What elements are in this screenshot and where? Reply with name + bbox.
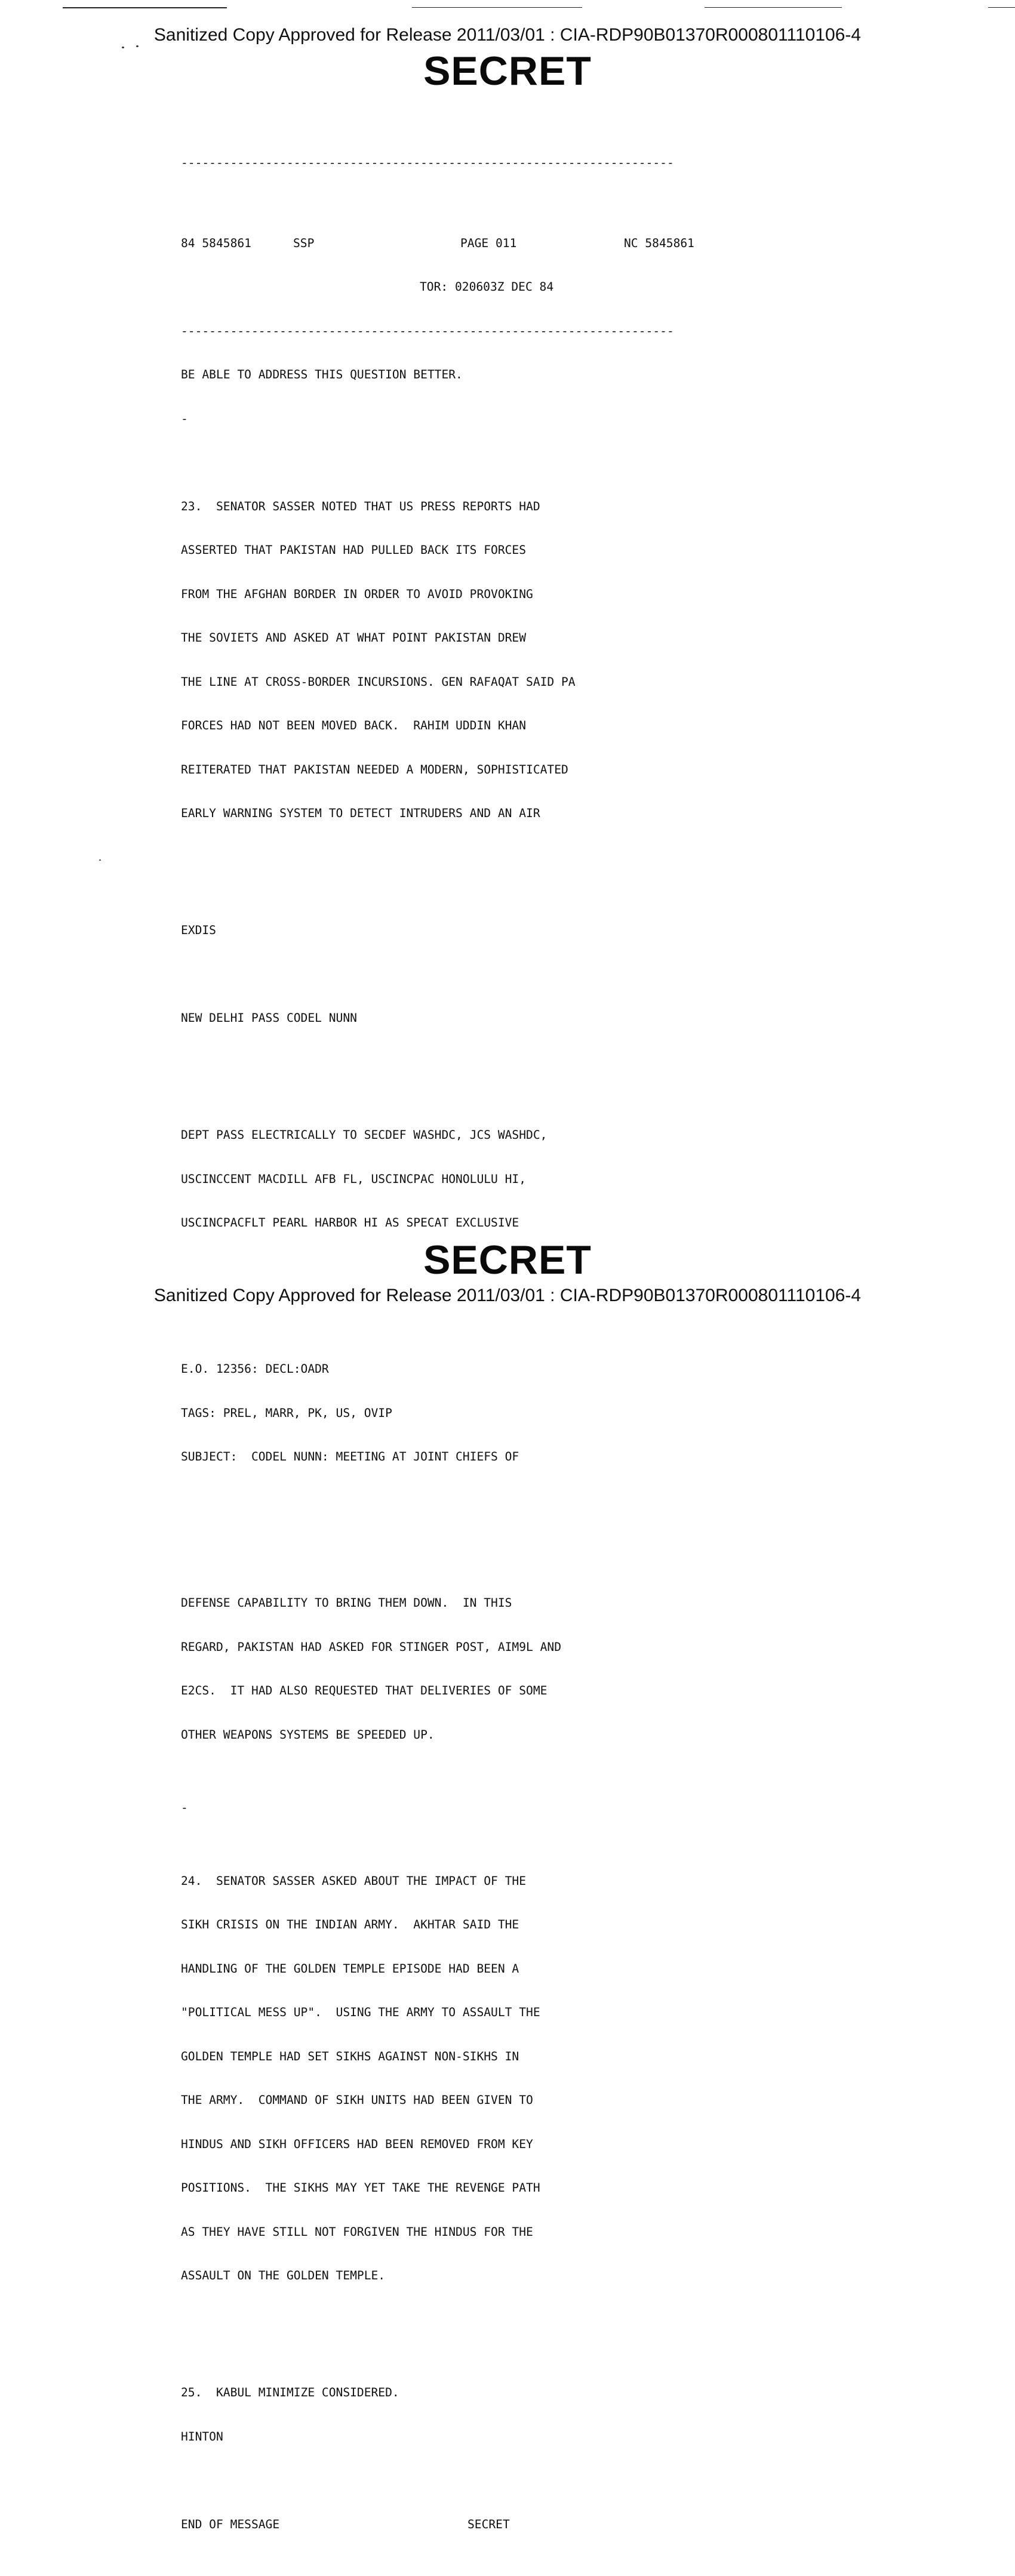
release-notice-bottom: Sanitized Copy Approved for Release 2011/03/01 : CIA-RDP90B01370R000801110106-4 — [153, 1286, 862, 1305]
text-line: THE LINE AT CROSS-BORDER INCURSIONS. GEN RAFAQAT SAID PA — [181, 674, 576, 689]
signature: HINTON — [181, 2429, 223, 2443]
text-line: DEFENSE CAPABILITY TO BRING THEM DOWN. IN THIS — [181, 1596, 512, 1610]
paragraph-marker: - — [181, 411, 188, 426]
subject-line: SUBJECT: CODEL NUNN: MEETING AT JOINT CHIEFS OF — [181, 1450, 519, 1463]
paragraph-25: 25. KABUL MINIMIZE CONSIDERED. — [181, 2386, 399, 2399]
exdis-caveat: EXDIS — [181, 923, 216, 937]
tor-row — [181, 280, 778, 295]
text-line: THE ARMY. COMMAND OF SIKH UNITS HAD BEEN GIVEN TO — [181, 2093, 533, 2107]
tags-line: TAGS: PREL, MARR, PK, US, OVIP — [181, 1406, 392, 1420]
text-line: DEPT PASS ELECTRICALLY TO SECDEF WASHDC, JCS WASHDC, — [181, 1128, 548, 1142]
text-line: AS THEY HAVE STILL NOT FORGIVEN THE HINDUS FOR THE — [181, 2224, 533, 2239]
pass-line: NEW DELHI PASS CODEL NUNN — [181, 1011, 357, 1025]
dept-pass-block — [181, 1099, 778, 1260]
text-line: THE SOVIETS AND ASKED AT WHAT POINT PAKISTAN DREW — [181, 631, 527, 645]
text-line: "POLITICAL MESS UP". USING THE ARMY TO ASSAULT THE — [181, 2005, 540, 2019]
text-line: FROM THE AFGHAN BORDER IN ORDER TO AVOID PROVOKING — [181, 587, 533, 601]
scan-edge-line — [705, 7, 842, 8]
precedence-code: SSP — [293, 236, 315, 250]
text-line: REGARD, PAKISTAN HAD ASKED FOR STINGER POST, AIM9L AND — [181, 1640, 562, 1654]
intro-line: BE ABLE TO ADDRESS THIS QUESTION BETTER. — [181, 368, 463, 381]
text-line: USCINCPACFLT PEARL HARBOR HI AS SPECAT EXCLUSIVE — [181, 1216, 519, 1230]
text-line: ASSAULT ON THE GOLDEN TEMPLE. — [181, 2269, 386, 2282]
text-line: HANDLING OF THE GOLDEN TEMPLE EPISODE HAD BEEN A — [181, 1961, 519, 1976]
paragraph-23 — [181, 470, 778, 851]
text-line: REITERATED THAT PAKISTAN NEEDED A MODERN, SOPHISTICATED — [181, 762, 568, 777]
scan-edge-line — [63, 7, 227, 8]
cable-body — [181, 127, 778, 2547]
text-line: HINDUS AND SIKH OFFICERS HAD BEEN REMOVED FROM KEY — [181, 2137, 533, 2151]
scan-speck — [99, 859, 101, 861]
page-number: PAGE 011 — [460, 236, 517, 250]
release-notice-top: Sanitized Copy Approved for Release 2011/03/01 : CIA-RDP90B01370R000801110106-4 — [153, 25, 862, 45]
cable-header — [181, 236, 778, 251]
end-of-message-row — [181, 2518, 778, 2532]
text-line: USCINCCENT MACDILL AFB FL, USCINCPAC HONOLULU HI, — [181, 1172, 527, 1186]
paragraph-24 — [181, 1845, 778, 2313]
text-line: FORCES HAD NOT BEEN MOVED BACK. RAHIM UDDIN KHAN — [181, 719, 527, 732]
text-line: E2CS. IT HAD ALSO REQUESTED THAT DELIVERIES OF SOME — [181, 1684, 548, 1697]
text-line: SIKH CRISIS ON THE INDIAN ARMY. AKHTAR SAID THE — [181, 1918, 519, 1931]
end-classification: SECRET — [467, 2517, 510, 2531]
text-line: OTHER WEAPONS SYSTEMS BE SPEEDED UP. — [181, 1727, 435, 1742]
text-line: ASSERTED THAT PAKISTAN HAD PULLED BACK ITS FORCES — [181, 543, 527, 557]
text-line: EARLY WARNING SYSTEM TO DETECT INTRUDERS AND AN AIR — [181, 806, 540, 820]
dash-rule: ---------------------------------------------------------------------- — [181, 323, 674, 338]
end-of-message: END OF MESSAGE — [181, 2517, 280, 2531]
nc-number: NC 5845861 — [624, 236, 694, 250]
scan-edge-line — [988, 7, 1015, 8]
paragraph-marker: - — [181, 1801, 188, 1814]
scan-speck — [136, 45, 139, 47]
classification-bottom: SECRET — [423, 1237, 592, 1283]
text-line: 23. SENATOR SASSER NOTED THAT US PRESS REPORTS HAD — [181, 499, 540, 513]
text-line: GOLDEN TEMPLE HAD SET SIKHS AGAINST NON-SIKHS IN — [181, 2049, 519, 2063]
text-line: 24. SENATOR SASSER ASKED ABOUT THE IMPACT OF THE — [181, 1874, 527, 1888]
classification-top: SECRET — [423, 48, 592, 94]
scan-edge-line — [412, 7, 582, 8]
paragraph-23-continued — [181, 1567, 778, 1771]
meta-block — [181, 1333, 778, 1494]
message-number: 84 5845861 — [181, 236, 251, 250]
text-line: POSITIONS. THE SIKHS MAY YET TAKE THE REVENGE PATH — [181, 2181, 540, 2195]
eo-line: E.O. 12356: DECL:OADR — [181, 1362, 329, 1376]
dash-rule: ---------------------------------------------------------------------- — [181, 156, 674, 170]
time-of-receipt: TOR: 020603Z DEC 84 — [420, 280, 554, 294]
